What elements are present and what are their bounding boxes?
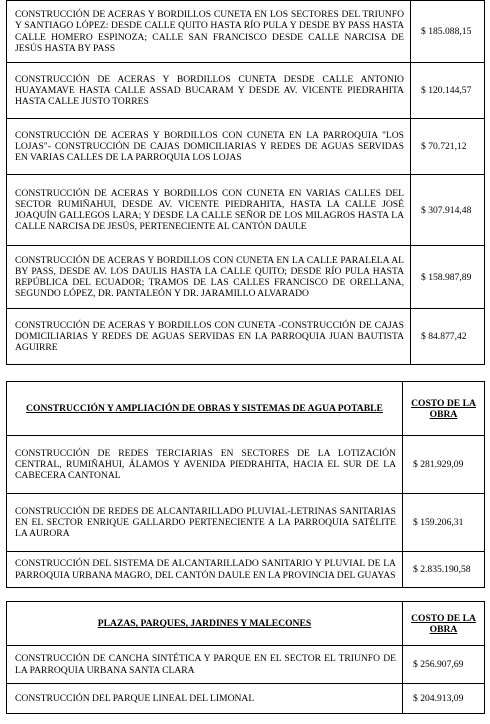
project-cost: $ 281.929,09 <box>403 436 485 494</box>
table-row <box>7 684 485 714</box>
table-header-row <box>7 382 485 436</box>
table-row <box>7 552 485 588</box>
project-description: CONSTRUCCIÓN DE REDES TERCIARIAS EN SECTORES DE LA LOTIZACIÓN CENTRAL, RUMIÑAHUI, ÁLAMOS Y AVENIDA PIEDRAHITA, HACIA EL SUR DE LA CABECERA CANTONAL <box>7 436 403 494</box>
project-description: CONSTRUCCIÓN DE ACERAS Y BORDILLOS CON CUNETA EN LA PARROQUIA "LOS LOJAS"- CONSTRUCCIÓN DE CAJAS DOMICILIARIAS Y REDES DE AGUAS SERVIDAS EN VARIAS CALLES DE LA PARROQUIA LOS LOJAS <box>7 119 411 175</box>
project-cost: $ 120.144,57 <box>411 63 485 119</box>
table-row <box>7 119 485 175</box>
table-row <box>7 175 485 246</box>
project-description: CONSTRUCCIÓN DE ACERAS Y BORDILLOS CUNETA EN LOS SECTORES DEL TRIUNFO Y SANTIAGO LÓPEZ: DESDE CALLE QUITO HASTA RÍO PULA Y DESDE BY PASS HASTA CALLE HOMERO ESPINOZA; CALLE SAN FRANCISCO DESDE CALLE NARCISA DE JESÚS HASTA BY PASS <box>7 1 411 63</box>
cost-column-header: COSTO DE LA OBRA <box>403 382 485 436</box>
project-description: CONSTRUCCIÓN DEL PARQUE LINEAL DEL LIMONAL <box>7 684 403 714</box>
project-description: CONSTRUCCIÓN DE ACERAS Y BORDILLOS CON CUNETA -CONSTRUCCIÓN DE CAJAS DOMICILIARIAS Y REDES DE AGUAS SERVIDAS EN LA PARROQUIA JUAN BAUTISTA AGUIRRE <box>7 309 411 365</box>
project-cost: $ 185.088,15 <box>411 1 485 63</box>
project-cost: $ 256.907,69 <box>403 646 485 684</box>
table-header-row <box>7 602 485 646</box>
aceras-table <box>6 0 485 365</box>
project-cost: $ 70.721,12 <box>411 119 485 175</box>
agua-potable-table <box>6 381 485 588</box>
table-row <box>7 63 485 119</box>
table-row <box>7 494 485 552</box>
project-description: CONSTRUCCIÓN DEL SISTEMA DE ALCANTARILLADO SANITARIO Y PLUVIAL DE LA PARROQUIA URBANA MAGRO, DEL CANTÓN DAULE EN LA PROVINCIA DEL GUAYAS <box>7 552 403 588</box>
project-cost: $ 84.877,42 <box>411 309 485 365</box>
project-cost: $ 2.835.190,58 <box>403 552 485 588</box>
cost-column-header: COSTO DE LA OBRA <box>403 602 485 646</box>
table-row <box>7 1 485 63</box>
plazas-parques-table <box>6 601 485 714</box>
project-description: CONSTRUCCIÓN DE ACERAS Y BORDILLOS CUNETA DESDE CALLE ANTONIO HUAYAMAVE HASTA CALLE ASSAD BUCARAM Y DESDE AV. VICENTE PIEDRAHITA HASTA CALLE JUSTO TORRES <box>7 63 411 119</box>
table-row <box>7 436 485 494</box>
table-row <box>7 309 485 365</box>
project-cost: $ 158.987,89 <box>411 246 485 309</box>
project-cost: $ 204.913,09 <box>403 684 485 714</box>
section-title: PLAZAS, PARQUES, JARDINES Y MALECONES <box>7 602 403 646</box>
project-description: CONSTRUCCIÓN DE CANCHA SINTÉTICA Y PARQUE EN EL SECTOR EL TRIUNFO DE LA PARROQUIA URBANA SANTA CLARA <box>7 646 403 684</box>
project-cost: $ 159.206,31 <box>403 494 485 552</box>
project-description: CONSTRUCCIÓN DE ACERAS Y BORDILLOS CON CUNETA EN VARIAS CALLES DEL SECTOR RUMIÑAHUI, DESDE AV. VICENTE PIEDRAHITA, HASTA LA CALLE JOSÉ JOAQUÍN GALLEGOS LARA; Y DESDE LA CALLE SEÑOR DE LOS MILAGROS HASTA LA CALLE NARCISA DE JESÚS, PERTENECIENTE AL CANTÓN DAULE <box>7 175 411 246</box>
project-description: CONSTRUCCIÓN DE REDES DE ALCANTARILLADO PLUVIAL-LETRINAS SANITARIAS EN EL SECTOR ENRIQUE GALLARDO PERTENECIENTE A LA PARROQUIA SATÉLITE LA AURORA <box>7 494 403 552</box>
table-row <box>7 246 485 309</box>
project-cost: $ 307.914,48 <box>411 175 485 246</box>
project-description: CONSTRUCCIÓN DE ACERAS Y BORDILLOS CON CUNETA EN LA CALLE PARALELA AL BY PASS, DESDE AV. LOS DAULIS HASTA LA CALLE QUITO; DESDE RÍO PULA HASTA REPÚBLICA DEL ECUADOR; TRAMOS DE LAS CALLES FRANCISCO DE ORELLANA, SEGUNDO LÓPEZ, DR. PANTALEÓN Y DR. JARAMILLO ALVARADO <box>7 246 411 309</box>
section-title: CONSTRUCCIÓN Y AMPLIACIÓN DE OBRAS Y SISTEMAS DE AGUA POTABLE <box>7 382 403 436</box>
table-row <box>7 646 485 684</box>
